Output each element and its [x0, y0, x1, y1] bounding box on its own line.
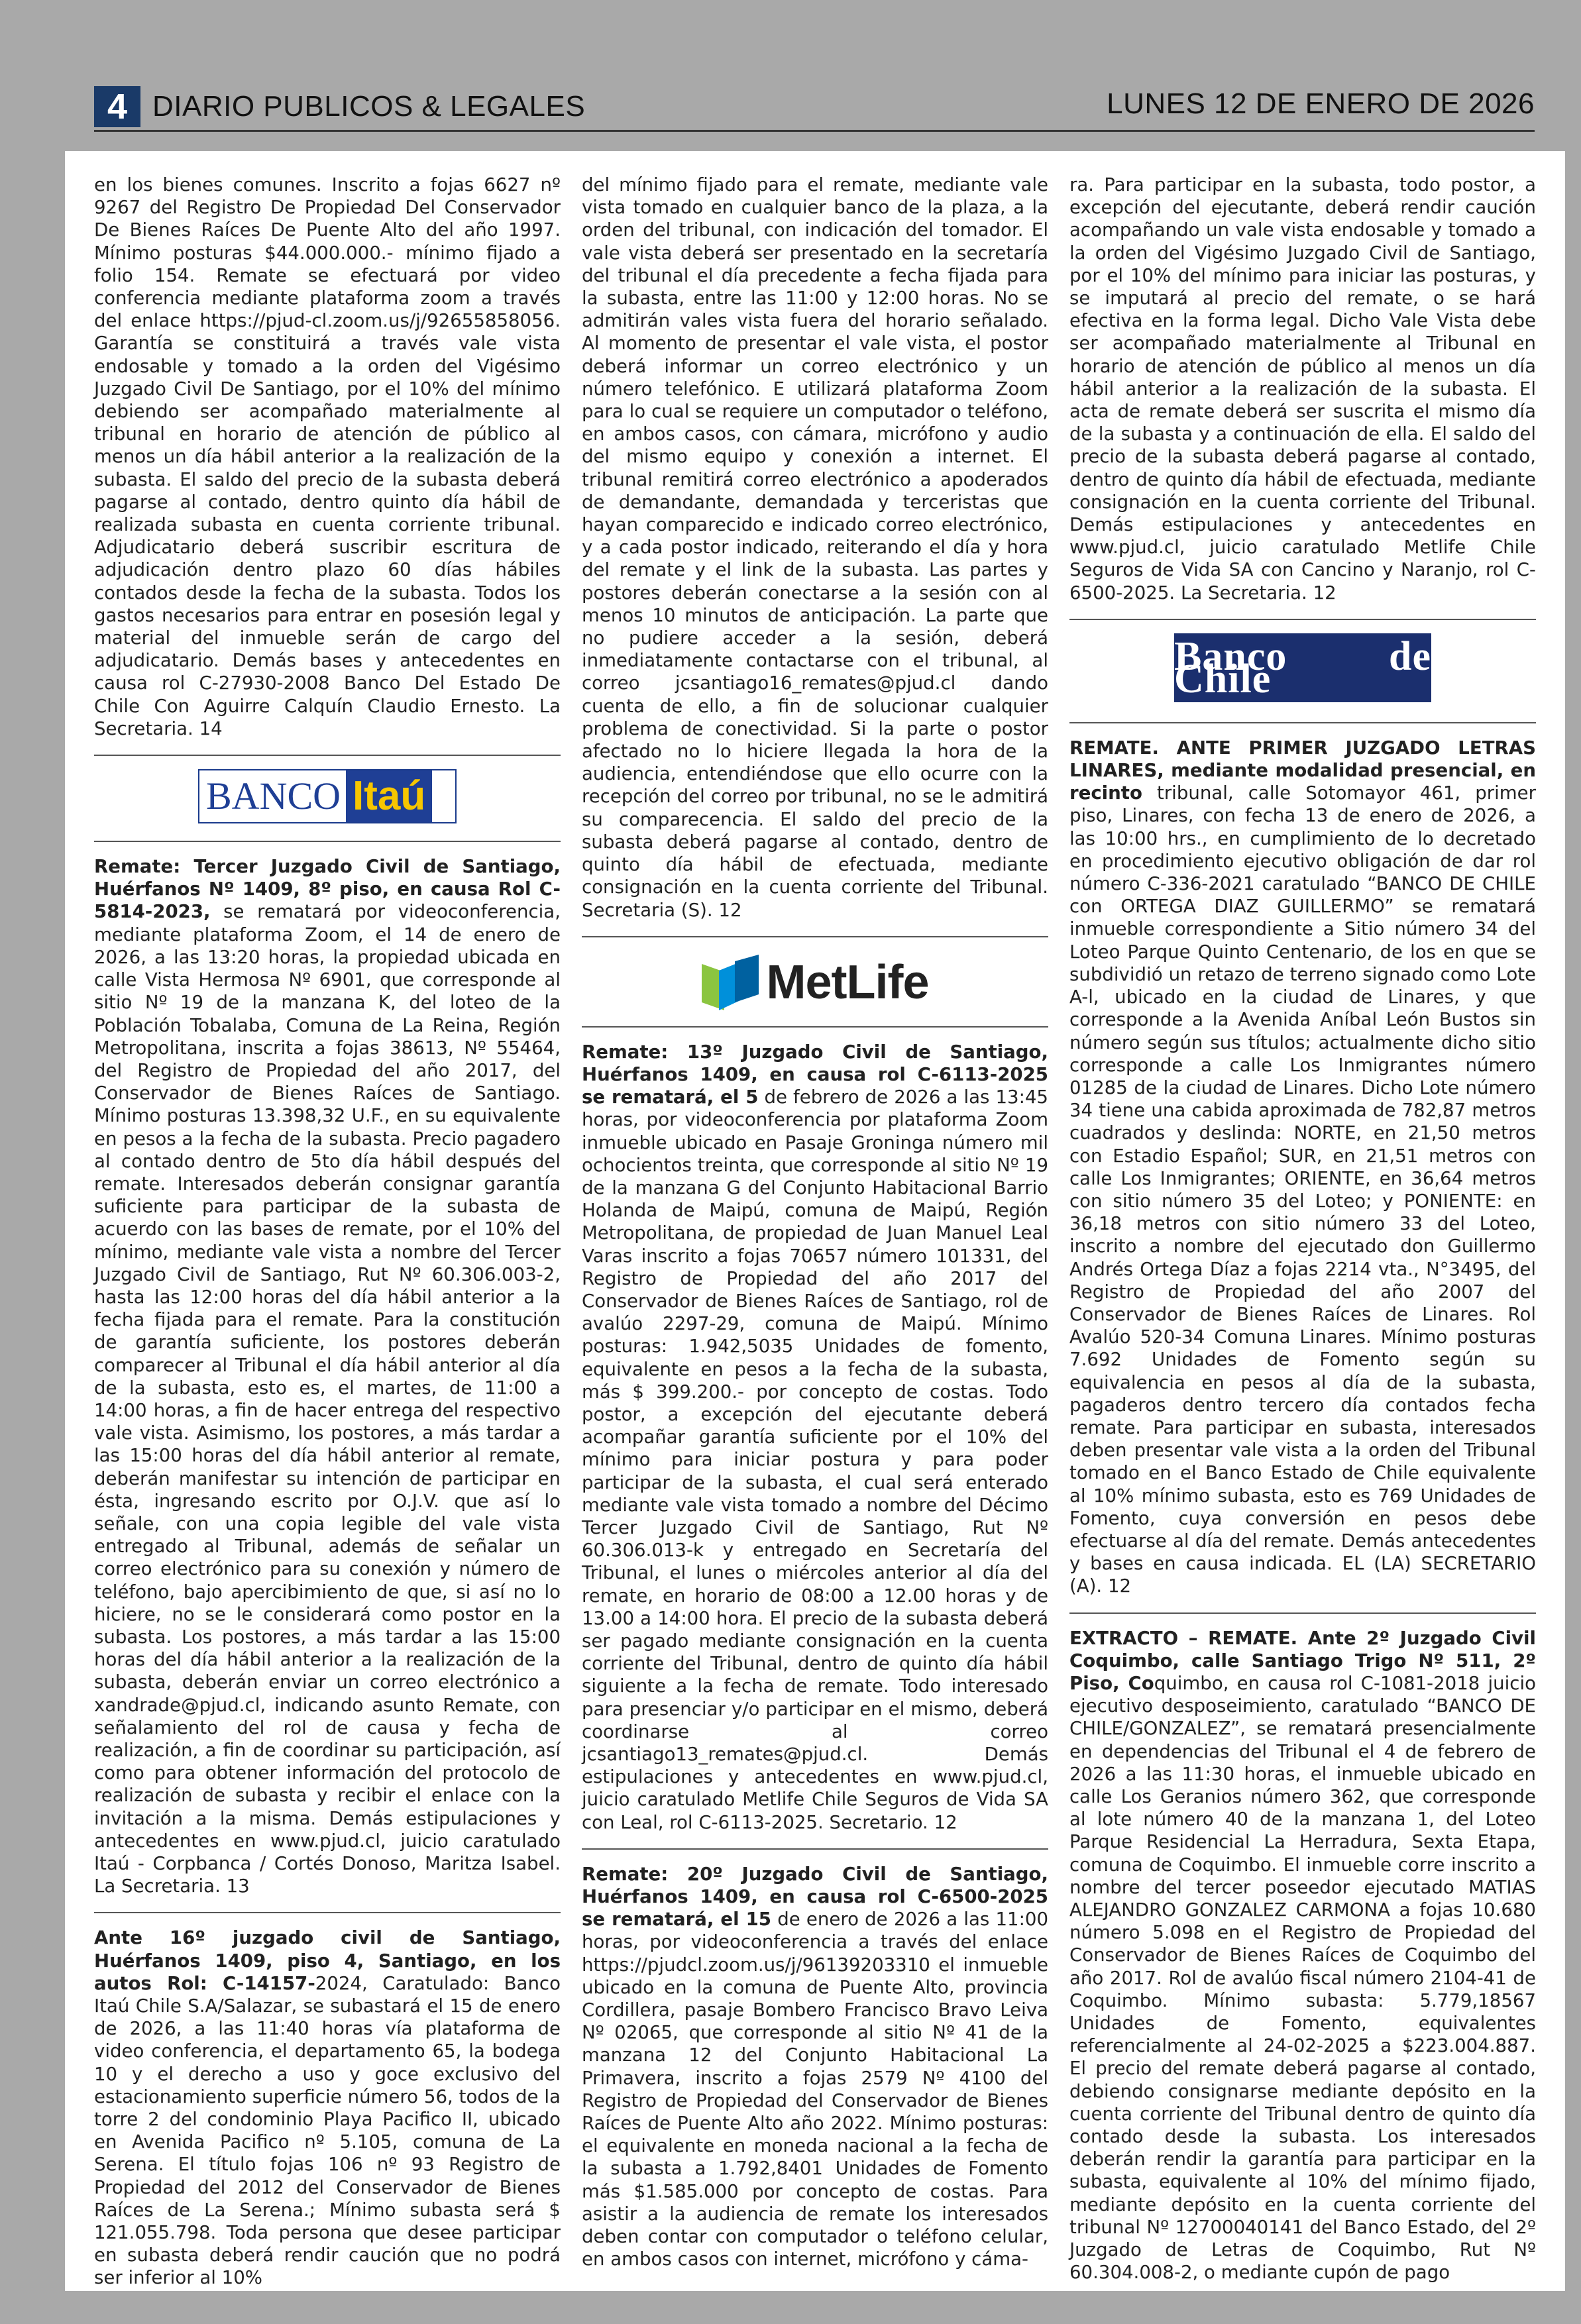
notice-heading: Remate: 13º Juzgado Civil de Santiago, Huérfanos 1409, en causa rol C-6113-2025 se rematará, el 5: [582, 1040, 1048, 1108]
page-number: 4: [94, 86, 140, 127]
notice-heading: Remate: 20º Juzgado Civil de Santiago, Huérfanos 1409, en causa rol C-6500-2025 se rematará, el 15: [582, 1862, 1048, 1930]
divider: [94, 755, 561, 756]
publication-name: DIARIO PUBLICOS & LEGALES: [152, 90, 586, 123]
divider: [582, 936, 1048, 937]
header-rule: [94, 130, 1535, 132]
banco-de-chile-logo-text: Banco de Chile: [1174, 633, 1431, 702]
banco-de-chile-logo: [1174, 633, 1431, 702]
column-2: [582, 174, 1048, 2270]
metlife-logo: [582, 951, 1048, 1014]
notice-text: Remate: Tercer Juzgado Civil de Santiago, Huérfanos Nº 1409, 8º piso, en causa Rol C-5814-2023, se rematará por videoconferencia, mediante plataforma Zoom, el 14 de enero de 2026, a las 13:20 horas, la propiedad ubicada en calle Vista Hermosa Nº 6901, que corresponde al sitio Nº 19 de la manzana K, del loteo de la Población Tobalaba, Comuna de La Reina, Región Metropolitana, inscrita a fojas 38613, Nº 55464, del Registro de Propiedad del año 2017, del Conservador de Bienes Raíces de Santiago. Mínimo posturas 13.398,32 U.F., en su equivalente en pesos a la fecha de la subasta. Precio pagadero al contado dentro de 5to día hábil después del remate. Interesados deberán consignar garantía suficiente para participar de la subasta de acuerdo con las bases de remate, por el 10% del mínimo, mediante vale vista a nombre del Tercer Juzgado Civil de Santiago, Rut Nº 60.306.003-2, hasta las 12:00 horas del día hábil anterior a la fecha fijada para el remate. Para la constitución de garantía suficiente, los postores deberán comparecer al Tribunal el día hábil anterior al día de la subasta, esto es, el martes, de 11:00 a 14:00 horas, a fin de hacer entrega del respectivo vale vista. Asimismo, los postores, a más tardar a las 15:00 horas del día hábil anterior al remate, deberán manifestar su intención de participar en ésta, ingresando escrito por O.J.V. que así lo señale, con una copia legible del vale vista entregado al Tribunal, además de señalar un correo electrónico para su conexión y número de teléfono, bajo apercibimiento de que, si así no lo hiciere, no se le considerará como postor en la subasta. Los postores, a más tardar a las 15:00 horas del día hábil anterior a la realización de la subasta, deberán enviar un correo electrónico a xandrade@pjud.cl, indicando asunto Remate, con señalamiento del rol de causa y fecha de realización, a fin de coordinar su participación, así como para obtener información del protocolo de realización de subasta y recibir el enlace con la invitación a la misma. Demás estipulaciones y antecedentes en www.pjud.cl, juicio caratulado Itaú - Corpbanca / Cortés Donoso, Maritza Isabel. La Secretaria. 13: [94, 855, 561, 1897]
publication-date: LUNES 12 DE ENERO DE 2026: [1107, 87, 1535, 120]
column-1: [94, 174, 561, 2290]
column-3: [1069, 174, 1536, 2284]
notice-heading: Remate: Tercer Juzgado Civil de Santiago, Huérfanos Nº 1409, 8º piso, en causa Rol C-5814-2023,: [94, 855, 561, 923]
itau-logo: [198, 769, 457, 823]
divider: [1069, 722, 1536, 723]
notice-text: ra. Para participar en la subasta, todo postor, a excepción del ejecutante, deberá rendir caución acompañando un vale vista endosable y tomado a la orden del Vigésimo Juzgado Civil de Santiago, por el 10% del mínimo para iniciar las posturas, y se imputará al precio del remate, o se hará efectiva en la forma legal. Dicho Vale Vista debe ser acompañado materialmente al Tribunal en horario de atención de público al menos un día hábil anterior a la realización de la subasta. El acta de remate deberá ser suscrita el mismo día de la subasta y a continuación de ella. El saldo del precio de la subasta deberá pagarse al contado, dentro de quinto día hábil de efectuada, mediante consignación en la cuenta corriente del Tribunal. Demás estipulaciones y antecedentes en www.pjud.cl, juicio caratulado Metlife Chile Seguros de Vida SA con Cancino y Naranjo, rol C-6500-2025. La Secretaria. 12: [1069, 174, 1536, 604]
notice-text: del mínimo fijado para el remate, mediante vale vista tomado en cualquier banco de la plaza, a la orden del tribunal, con indicación del tomador. El vale vista deberá ser presentado en la secretaría del tribunal el día precedente a fecha fijada para la subasta, entre las 11:00 y 12:00 horas. No se admitirán vales vista fuera del horario señalado. Al momento de presentar el vale vista, el postor deberá informar un correo electrónico y un número telefónico. E utilizará plataforma Zoom para lo cual se requiere un computador o teléfono, en ambos casos, con cámara, micrófono y audio del mismo equipo y conexión a internet. El tribunal remitirá correo electrónico a apoderados de demandante, demandada y terceristas que hayan comparecido e indicado correo electrónico, y a cada postor indicado, reiterando el día y hora del remate y el link de la subasta. Las partes y postores deberán conectarse a la sesión con al menos 10 minutos de anticipación. La parte que no pudiere acceder a la sesión, deberá inmediatamente contactarse con el tribunal, al correo jcsantiago16_remates@pjud.cl dando cuenta de ello, a fin de solucionar cualquier problema de conectividad. Si la parte o postor afectado no lo hiciere llegada la hora de la audiencia, entendiéndose que ello ocurre con la recepción del correo por tribunal, no se le admitirá su comparecencia. El saldo del precio de la subasta deberá pagarse al contado, dentro de quinto día hábil de efectuada, mediante consignación en la cuenta corriente del Tribunal. Secretaria (S). 12: [582, 174, 1048, 921]
notice-heading: REMATE. ANTE PRIMER JUZGADO LETRAS LINARES, mediante modalidad presencial, en recinto: [1069, 736, 1536, 804]
notice-text: en los bienes comunes. Inscrito a fojas 6627 nº 9267 del Registro De Propiedad Del Conservador De Bienes Raíces De Puente Alto del año 1997. Mínimo posturas $44.000.000.- mínimo fijado a folio 154. Remate se efectuará por video conferencia mediante plataforma zoom a través del enlace https://pjud-cl.zoom.us/j/92655858056. Garantía se constituirá a través vale vista endosable y tomado a la orden del Vigésimo Juzgado Civil De Santiago, por el 10% del mínimo debiendo ser acompañado materialmente al tribunal en horario de atención de público al menos un día hábil anterior a la realización de la subasta. El saldo del precio de la subasta deberá pagarse al contado, dentro quinto día hábil de realizada subasta en cuenta corriente tribunal. Adjudicatario deberá suscribir escritura de adjudicación dentro plazo 60 días hábiles contados desde la fecha de la subasta. Todos los gastos necesarios para entrar en posesión legal y material del inmueble serán de cargo del adjudicatario. Demás bases y antecedentes en causa rol C-27930-2008 Banco Del Estado De Chile Con Aguirre Calquín Claudio Ernesto. La Secretaria. 14: [94, 174, 561, 739]
notice-text: Remate: 13º Juzgado Civil de Santiago, Huérfanos 1409, en causa rol C-6113-2025 se rematará, el 5 de febrero de 2026 a las 13:45 horas, por videoconferencia por plataforma Zoom inmueble ubicado en Pasaje Groninga número mil ochocientos treinta, que corresponde al sitio Nº 19 de la manzana G del Conjunto Habitacional Barrio Holanda de Maipú, comuna de Maipú, Región Metropolitana, de propiedad de Juan Manuel Leal Varas inscrito a fojas 70657 número 101331, del Registro de Propiedad del año 2017 del Conservador de Bienes Raíces de Santiago, rol de avalúo 2297-29, comuna de Maipú. Mínimo posturas: 1.942,5035 Unidades de fomento, equivalente en pesos a la fecha de la subasta, más $ 399.200.- por concepto de costas. Todo postor, a excepción del ejecutante deberá acompañar garantía suficiente por el 10% del mínimo para iniciar postura y para poder participar de la subasta, el cual será enterado mediante vale vista tomado a nombre del Décimo Tercer Juzgado Civil de Santiago, Rut Nº 60.306.013-k y entregado en Secretaría del Tribunal, el lunes o miércoles anterior al día del remate, en horario de 08:00 a 12.00 horas y de 13.00 a 14:00 hora. El precio de la subasta deberá ser pagado mediante consignación en la cuenta corriente del Tribunal, dentro de quinto día hábil siguiente a la fecha de remate. Todo interesado para presenciar y/o participar en el mismo, deberá coordinarse al correo jcsantiago13_remates@pjud.cl. Demás estipulaciones y antecedentes en www.pjud.cl, juicio caratulado Metlife Chile Seguros de Vida SA con Leal, rol C-6113-2025. Secretario. 12: [582, 1040, 1048, 1833]
notice-text: EXTRACTO – REMATE. Ante 2º Juzgado Civil Coquimbo, calle Santiago Trigo Nº 511, 2º Piso, Coquimbo, en causa rol C-1081-2018 juicio ejecutivo desposeimiento, caratulado “BANCO DE CHILE/GONZALEZ”, se rematará presencialmente en dependencias del Tribunal el 4 de febrero de 2026 a las 11:30 horas, el inmueble ubicado en calle Los Geranios número 362, que corresponde al lote número 40 de la manzana 1, del Loteo Parque Residencial La Herradura, Sexta Etapa, comuna de Coquimbo. El inmueble corre inscrito a nombre del tercer poseedor ejecutado MATIAS ALEJANDRO GONZALEZ CARMONA a fojas 10.680 número 5.098 en el Registro de Propiedad del Conservador de Bienes Raíces de Coquimbo del año 2017. Rol de avalúo fiscal número 2104-41 de Coquimbo. Mínimo subasta: 5.779,18567 Unidades de Fomento, equivalentes referencialmente al 24-02-2025 a $223.004.887. El precio del remate deberá pagarse al contado, debiendo consignarse mediante depósito en la cuenta corriente del Tribunal dentro de quinto día contado desde la subasta. Los interesados deberán rendir la garantía para participar en la subasta, equivalente al 10% del mínimo fijado, mediante depósito en la cuenta corriente del tribunal Nº 12700040141 del Banco Estado, del 2º Juzgado de Letras de Coquimbo, Rut Nº 60.304.008-2, o mediante cupón de pago: [1069, 1626, 1536, 2284]
notice-text: Remate: 20º Juzgado Civil de Santiago, Huérfanos 1409, en causa rol C-6500-2025 se rematará, el 15 de enero de 2026 a las 11:00 horas, por videoconferencia a través del enlace https://pjudcl.zoom.us/j/96139203310 el inmueble ubicado en la comuna de Puente Alto, provincia Cordillera, pasaje Bombero Francisco Bravo Leiva Nº 02065, que corresponde al sitio Nº 41 de la manzana 12 del Conjunto Habitacional La Primavera, inscrito a fojas 2579 Nº 4100 del Registro de Propiedad del Conservador de Bienes Raíces de Puente Alto año 2022. Mínimo posturas: el equivalente en moneda nacional a la fecha de la subasta a 1.792,8401 Unidades de Fomento más $1.585.000 por concepto de costas. Para asistir a la audiencia de remate los interesados deben contar con computador o teléfono celular, en ambos casos con internet, micrófono y cáma-: [582, 1862, 1048, 2270]
divider: [94, 1912, 561, 1913]
metlife-logo-text: MetLife: [766, 955, 929, 1009]
notice-heading: Ante 16º juzgado civil de Santiago, Huérfanos 1409, piso 4, Santiago, en los autos Rol: C-14157-: [94, 1927, 561, 1994]
divider: [94, 841, 561, 842]
metlife-mark-icon: [702, 955, 759, 1010]
notice-text: Ante 16º juzgado civil de Santiago, Huérfanos 1409, piso 4, Santiago, en los autos Rol: C-14157-2024, Caratulado: Banco Itaú Chile S.A/Salazar, se subastará el 15 de enero de 2026, a las 11:40 horas vía plataforma de video conferencia, el departamento 65, la bodega 10 y el derecho a uso y goce exclusivo del estacionamiento superficie número 56, todos de la torre 2 del condominio Playa Pacifico II, ubicado en Avenida Pacifico nº 5.105, comuna de La Serena. El título fojas 106 nº 93 Registro de Propiedad del 2012 del Conservador de Bienes Raíces de La Serena.; Mínimo subasta será $ 121.055.798. Toda persona que desee participar en subasta deberá rendir caución que no podrá ser inferior al 10%: [94, 1927, 561, 2289]
divider: [582, 1026, 1048, 1028]
itau-logo-text: BANCO: [206, 774, 341, 818]
divider: [1069, 1612, 1536, 1614]
page-sheet: [65, 151, 1565, 2291]
itau-logo-mark: Itaú: [346, 770, 432, 822]
divider: [1069, 619, 1536, 620]
page-header: [0, 0, 1581, 136]
notice-text: REMATE. ANTE PRIMER JUZGADO LETRAS LINARES, mediante modalidad presencial, en recinto tribunal, calle Sotomayor 461, primer piso, Linares, con fecha 13 de enero de 2026, a las 10:00 hrs., en cumplimiento de lo decretado en procedimiento ejecutivo obligación de dar rol número C-336-2021 caratulado “BANCO DE CHILE con ORTEGA DIAZ GUILLERMO” se rematará inmueble correspondiente a Sitio número 34 del Loteo Parque Quinto Centenario, de los en que se subdividió un retazo de terreno signado como Lote A-l, ubicado en la ciudad de Linares, y que corresponde a la Avenida Aníbal León Bustos sin número según sus títulos; actualmente dicho sitio corresponde a calle Los Inmigrantes número 01285 de la ciudad de Linares. Dicho Lote número 34 tiene una cabida aproximada de 782,87 metros cuadrados y deslinda: NORTE, en 21,50 metros con Estadio Español; SUR, en 21,51 metros con calle Los Inmigrantes; ORIENTE, en 36,64 metros con sitio número 35 del Loteo; y PONIENTE: en 36,18 metros con sitio número 33 del Loteo, inscrito a nombre del ejecutado don Guillermo Andrés Ortega Díaz a fojas 2214 vta., N°3495, del Registro de Propiedad del año 2007 del Conservador de Bienes Raíces de Linares. Rol Avalúo 520-34 Comuna Linares. Mínimo posturas 7.692 Unidades de Fomento según su equivalencia en pesos al día de la subasta, pagaderos dentro tercero día contados fecha remate. Para participar en subasta, interesados deben presentar vale vista a la orden del Tribunal tomado en el Banco Estado de Chile equivalente al 10% mínimo subasta, esto es 769 Unidades de Fomento, cuya conversión en pesos debe efectuarse al día del remate. Demás antecedentes y bases en causa indicada. EL (LA) SECRETARIO (A). 12: [1069, 736, 1536, 1597]
notice-heading: EXTRACTO – REMATE. Ante 2º Juzgado Civil Coquimbo, calle Santiago Trigo Nº 511, 2º Piso, Co: [1069, 1626, 1536, 1694]
divider: [582, 1848, 1048, 1850]
